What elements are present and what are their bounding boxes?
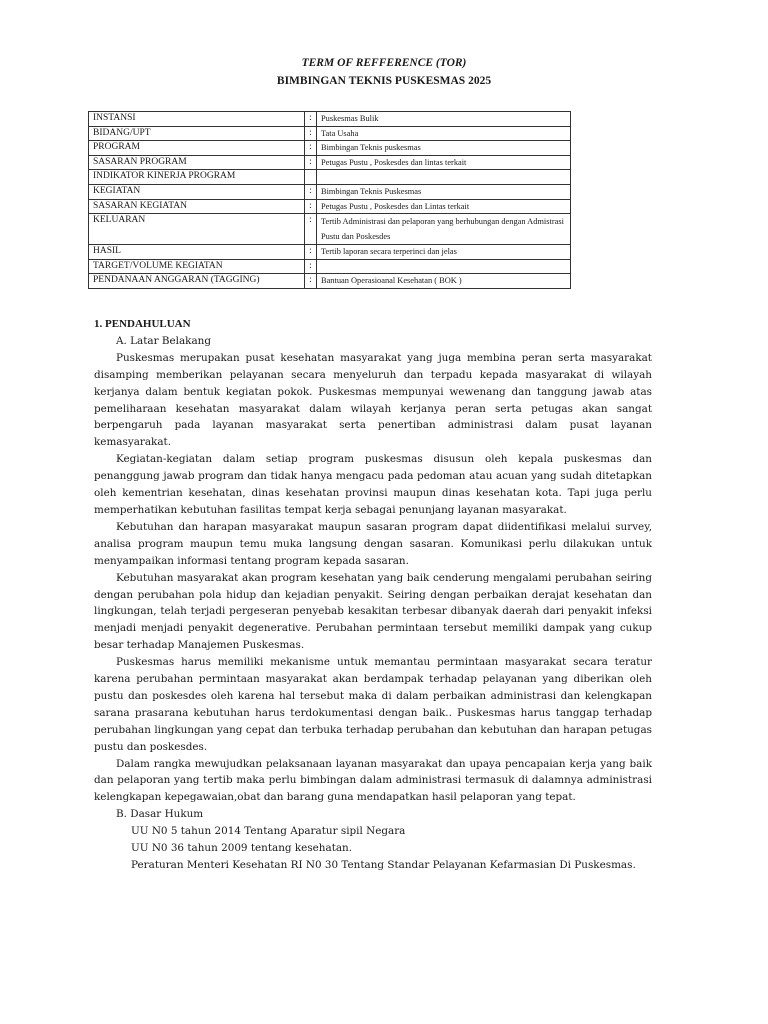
row-value: Tertib Administrasi dan pelaporan yang berhubungan dengan Admistrasi Pustu dan Poskesdes: [317, 214, 571, 245]
law-item: Peraturan Menteri Kesehatan RI N0 30 Tentang Standar Pelayanan Kefarmasian Di Puskesmas.: [131, 859, 636, 871]
table-row: [89, 112, 571, 127]
section-heading: 1. PENDAHULUAN: [94, 318, 191, 330]
info-table: [88, 111, 571, 289]
row-value: Bantuan Operasioanal Kesehatan ( BOK ): [317, 274, 571, 289]
row-separator: :: [305, 141, 317, 156]
law-item: UU N0 36 tahun 2009 tentang kesehatan.: [131, 842, 353, 855]
subsection-heading-background: A. Latar Belakang: [116, 334, 211, 347]
row-value: Puskesmas Bulik: [317, 112, 571, 127]
table-row: [89, 199, 571, 214]
table-row: [89, 259, 571, 274]
row-label: SASARAN PROGRAM: [89, 155, 305, 170]
paragraph: Puskesmas merupakan pusat kesehatan masyarakat yang juga membina peran serta masyarakat disamping memberikan pelayanan secara menyeluruh dan terpadu kepada masyarakat di wilayah kerjanya dalam bentuk kegiatan pokok. Puskesmas mempunyai wewenang dan tanggung jawab atas pemeliharaan kesehatan masyarakat dalam wilayah kerjanya peran serta petugas akan sangat berpengaruh pada layanan masyarakat serta penertiban administrasi dalam pusat layanan kemasyarakat.: [94, 351, 652, 449]
row-separator: :: [305, 155, 317, 170]
row-value: Petugas Pustu , Poskesdes dan lintas terkait: [317, 155, 571, 170]
table-row: [89, 170, 571, 185]
row-label: TARGET/VOLUME KEGIATAN: [89, 259, 305, 274]
row-separator: :: [305, 214, 317, 245]
law-item: UU N0 5 tahun 2014 Tentang Aparatur sipil Negara: [131, 825, 406, 838]
row-label: KEGIATAN: [89, 184, 305, 199]
row-label: KELUARAN: [89, 214, 305, 245]
paragraph: Kegiatan-kegiatan dalam setiap program puskesmas disusun oleh kepala puskesmas dan penanggung jawab program dan tidak hanya mengacu pada pedoman atau acuan yang sudah ditetapkan oleh kementrian kesehatan, dinas kesehatan provinsi maupun dinas kesehatan kota. Tapi juga perlu memperhatikan kebutuhan fasilitas tempat kerja sebagai penunjang layanan masyarakat.: [94, 453, 652, 516]
row-label: SASARAN KEGIATAN: [89, 199, 305, 214]
paragraph: Puskesmas harus memiliki mekanisme untuk memantau permintaan masyarakat secara teratur karena perubahan permintaan masyarakat akan berdampak terhadap pelayanan yang diberikan oleh pustu dan poskesdes oleh karena hal tersebut maka di dalam perbaikan administrasi dan kelengkapan sarana prasarana kebutuhan harus terdokumentasi dengan baik.. Puskesmas harus tanggap terhadap perubahan lingkungan yang cepat dan terbuka terhadap perubahan dan kebutuhan dan harapan petugas pustu dan poskesdes.: [94, 656, 652, 753]
paragraph: Dalam rangka mewujudkan pelaksanaan layanan masyarakat dan upaya pencapaian kerja yang baik dan pelaporan yang tertib maka perlu bimbingan dalam administrasi termasuk di dalamnya administrasi kelengkapan kepegawaian,obat dan barang guna mendapatkan hasil pelaporan yang tepat.: [94, 757, 652, 804]
row-value: Bimbingan Teknis Puskesmas: [317, 184, 571, 199]
table-row: [89, 126, 571, 141]
row-value: [317, 170, 571, 185]
row-value: Bimbingan Teknis puskesmas: [317, 141, 571, 156]
table-row: [89, 214, 571, 245]
row-separator: [305, 170, 317, 185]
row-value: Petugas Pustu , Poskesdes dan Lintas terkait: [317, 199, 571, 214]
row-label: HASIL: [89, 245, 305, 260]
row-label: PROGRAM: [89, 141, 305, 156]
paragraph: Kebutuhan dan harapan masyarakat maupun sasaran program dapat diidentifikasi melalui survey, analisa program maupun temu muka langsung dengan sasaran. Komunikasi perlu dilakukan untuk menyampaikan informasi tentang program kepada sasaran.: [94, 520, 652, 567]
paragraph: Kebutuhan masyarakat akan program kesehatan yang baik cenderung mengalami perubahan seiring dengan perubahan pola hidup dan kejadian penyakit. Seiring dengan perbaikan derajat kesehatan dan lingkungan, telah terjadi pergeseran penyebab kesakitan terbesar dibanyak daerah dari penyakit infeksi menjadi menjadi penyakit degenerative. Perubahan permintaan tersebut memiliki dampak yang cukup besar terhadap Manajemen Puskesmas.: [94, 571, 652, 652]
table-row: [89, 184, 571, 199]
row-label: PENDANAAN ANGGARAN (TAGGING): [89, 274, 305, 289]
document-subtitle: BIMBINGAN TEKNIS PUSKESMAS 2025: [276, 75, 492, 87]
row-separator: :: [305, 245, 317, 260]
table-row: [89, 141, 571, 156]
row-value: Tertib laporan secara terperinci dan jelas: [317, 245, 571, 260]
row-separator: :: [305, 259, 317, 274]
row-separator: :: [305, 184, 317, 199]
row-separator: :: [305, 274, 317, 289]
row-separator: :: [305, 199, 317, 214]
row-separator: :: [305, 112, 317, 127]
table-row: [89, 245, 571, 260]
document-title: TERM OF REFFERENCE (TOR): [301, 57, 467, 69]
row-label: INDIKATOR KINERJA PROGRAM: [89, 170, 305, 185]
row-label: BIDANG/UPT: [89, 126, 305, 141]
table-row: [89, 274, 571, 289]
document-body: [94, 316, 652, 874]
table-row: [89, 155, 571, 170]
row-separator: :: [305, 126, 317, 141]
subsection-heading-legal-basis: B. Dasar Hukum: [116, 808, 204, 821]
row-value: Tata Usaha: [317, 126, 571, 141]
row-label: INSTANSI: [89, 112, 305, 127]
row-value: [317, 259, 571, 274]
